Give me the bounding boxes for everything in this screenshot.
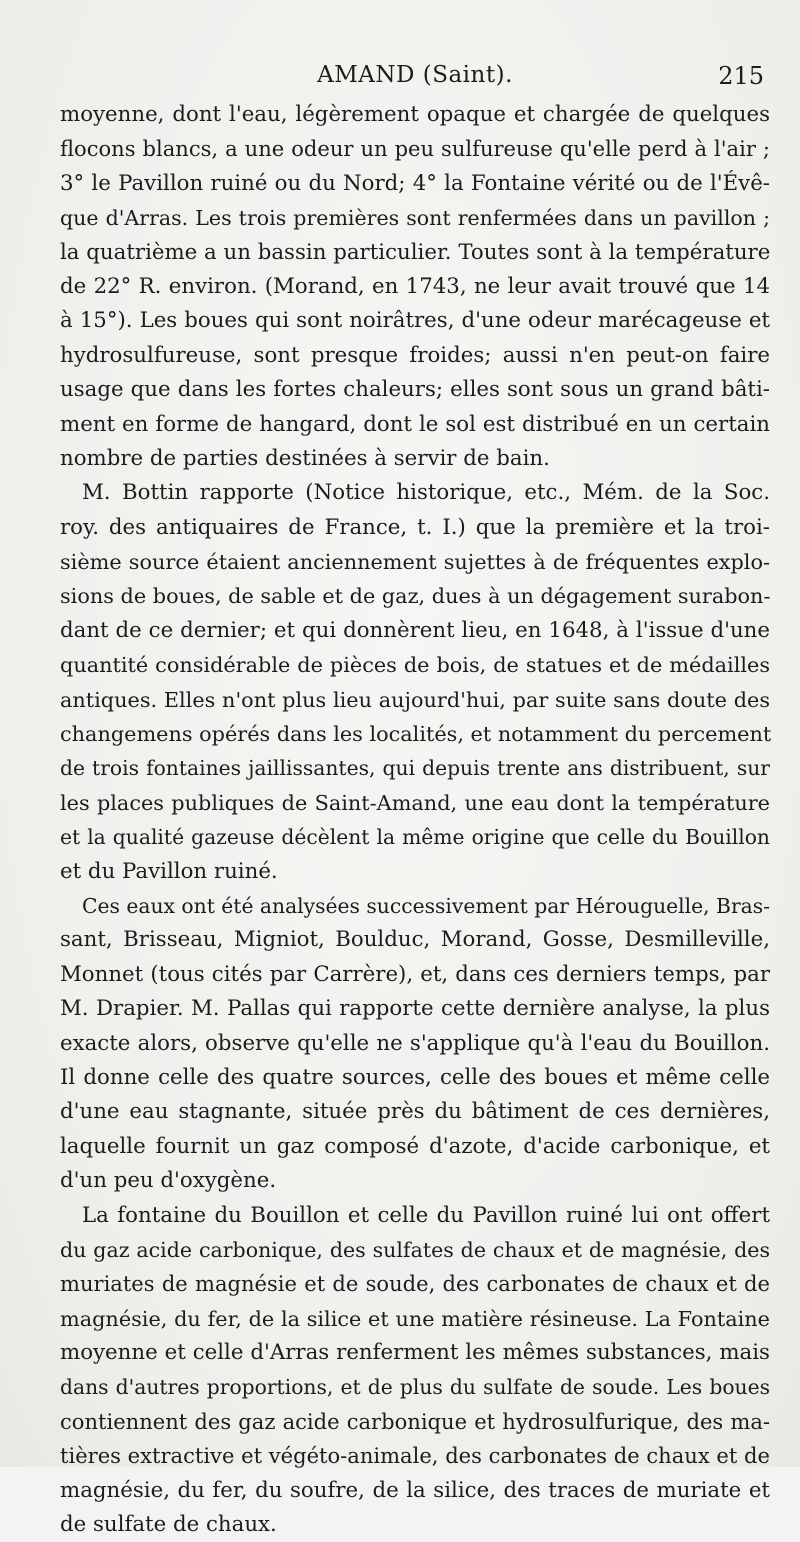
text-line: exacte alors, observe qu'elle ne s'applique qu'à l'eau du Bouillon.: [60, 1027, 770, 1061]
text-line: antiques. Elles n'ont plus lieu aujourd'hui, par suite sans doute des: [60, 683, 770, 717]
text-line: moyenne et celle d'Arras renferment les mêmes substances, mais: [60, 1336, 770, 1370]
text-line: Il donne celle des quatre sources, celle des boues et même celle: [60, 1061, 770, 1095]
text-line: du gaz acide carbonique, des sulfates de chaux et de magnésie, des: [60, 1233, 770, 1267]
text-line: magnésie, du fer, de la silice et une matière résineuse. La Fontaine: [60, 1302, 770, 1336]
body-text: [60, 98, 770, 1542]
text-line: et du Pavillon ruiné.: [60, 855, 770, 889]
text-line: Monnet (tous cités par Carrère), et, dans ces derniers temps, par: [60, 958, 770, 992]
page-header: [60, 62, 770, 96]
text-line: la quatrième a un bassin particulier. Toutes sont à la température: [60, 236, 770, 270]
text-line: roy. des antiquaires de France, t. I.) que la première et la troi-: [60, 511, 770, 545]
paragraph-1: [60, 98, 770, 476]
text-line: ment en forme de hangard, dont le sol est distribué en un certain: [60, 408, 770, 442]
paragraph-2: [60, 476, 770, 889]
text-line: M. Drapier. M. Pallas qui rapporte cette dernière analyse, la plus: [60, 992, 770, 1026]
text-line: usage que dans les fortes chaleurs; elles sont sous un grand bâti-: [60, 373, 770, 407]
text-line: moyenne, dont l'eau, légèrement opaque et chargée de quelques: [60, 98, 770, 132]
text-line: que d'Arras. Les trois premières sont renfermées dans un pavillon ;: [60, 201, 770, 235]
text-line: tières extractive et végéto-animale, des carbonates de chaux et de: [60, 1439, 770, 1473]
text-line: changemens opérés dans les localités, et notamment du percement: [60, 717, 770, 751]
text-line: laquelle fournit un gaz composé d'azote, d'acide carbonique, et: [60, 1130, 770, 1164]
text-line: de 22° R. environ. (Morand, en 1743, ne leur avait trouvé que 14: [60, 270, 770, 304]
text-line: sions de boues, de sable et de gaz, dues à un dégagement surabon-: [60, 579, 770, 613]
text-line: hydrosulfureuse, sont presque froides; aussi n'en peut-on faire: [60, 339, 770, 373]
text-line: de trois fontaines jaillissantes, qui depuis trente ans distribuent, sur: [60, 751, 770, 785]
text-line: La fontaine du Bouillon et celle du Pavillon ruiné lui ont offert: [60, 1199, 770, 1233]
text-line: les places publiques de Saint-Amand, une eau dont la température: [60, 786, 770, 820]
text-line: quantité considérable de pièces de bois, de statues et de médailles: [60, 648, 770, 682]
text-line: et la qualité gazeuse décèlent la même origine que celle du Bouillon: [60, 820, 770, 854]
text-line: magnésie, du fer, du soufre, de la silice, des traces de muriate et: [60, 1474, 770, 1508]
text-line: d'un peu d'oxygène.: [60, 1164, 770, 1198]
paragraph-4: [60, 1199, 770, 1542]
text-line: flocons blancs, a une odeur un peu sulfureuse qu'elle perd à l'air ;: [60, 132, 770, 166]
text-line: dans d'autres proportions, et de plus du sulfate de soude. Les boues: [60, 1370, 770, 1404]
text-line: sant, Brisseau, Migniot, Boulduc, Morand, Gosse, Desmilleville,: [60, 923, 770, 957]
text-line: dant de ce dernier; et qui donnèrent lieu, en 1648, à l'issue d'une: [60, 614, 770, 648]
text-line: M. Bottin rapporte (Notice historique, etc., Mém. de la Soc.: [60, 476, 770, 510]
text-line: de sulfate de chaux.: [60, 1508, 770, 1542]
text-line: Ces eaux ont été analysées successivement par Hérouguelle, Bras-: [60, 889, 770, 923]
paragraph-3: [60, 889, 770, 1199]
running-head: AMAND (Saint).: [60, 62, 770, 88]
text-line: d'une eau stagnante, située près du bâtiment de ces dernières,: [60, 1095, 770, 1129]
text-line: muriates de magnésie et de soude, des carbonates de chaux et de: [60, 1267, 770, 1301]
page-number: 215: [718, 62, 764, 90]
text-line: sième source étaient anciennement sujettes à de fréquentes explo-: [60, 545, 770, 579]
text-line: contiennent des gaz acide carbonique et hydrosulfurique, des ma-: [60, 1405, 770, 1439]
text-line: nombre de parties destinées à servir de bain.: [60, 442, 770, 476]
text-line: 3° le Pavillon ruiné ou du Nord; 4° la Fontaine vérité ou de l'Évê-: [60, 167, 770, 201]
text-line: à 15°). Les boues qui sont noirâtres, d'une odeur marécageuse et: [60, 304, 770, 338]
